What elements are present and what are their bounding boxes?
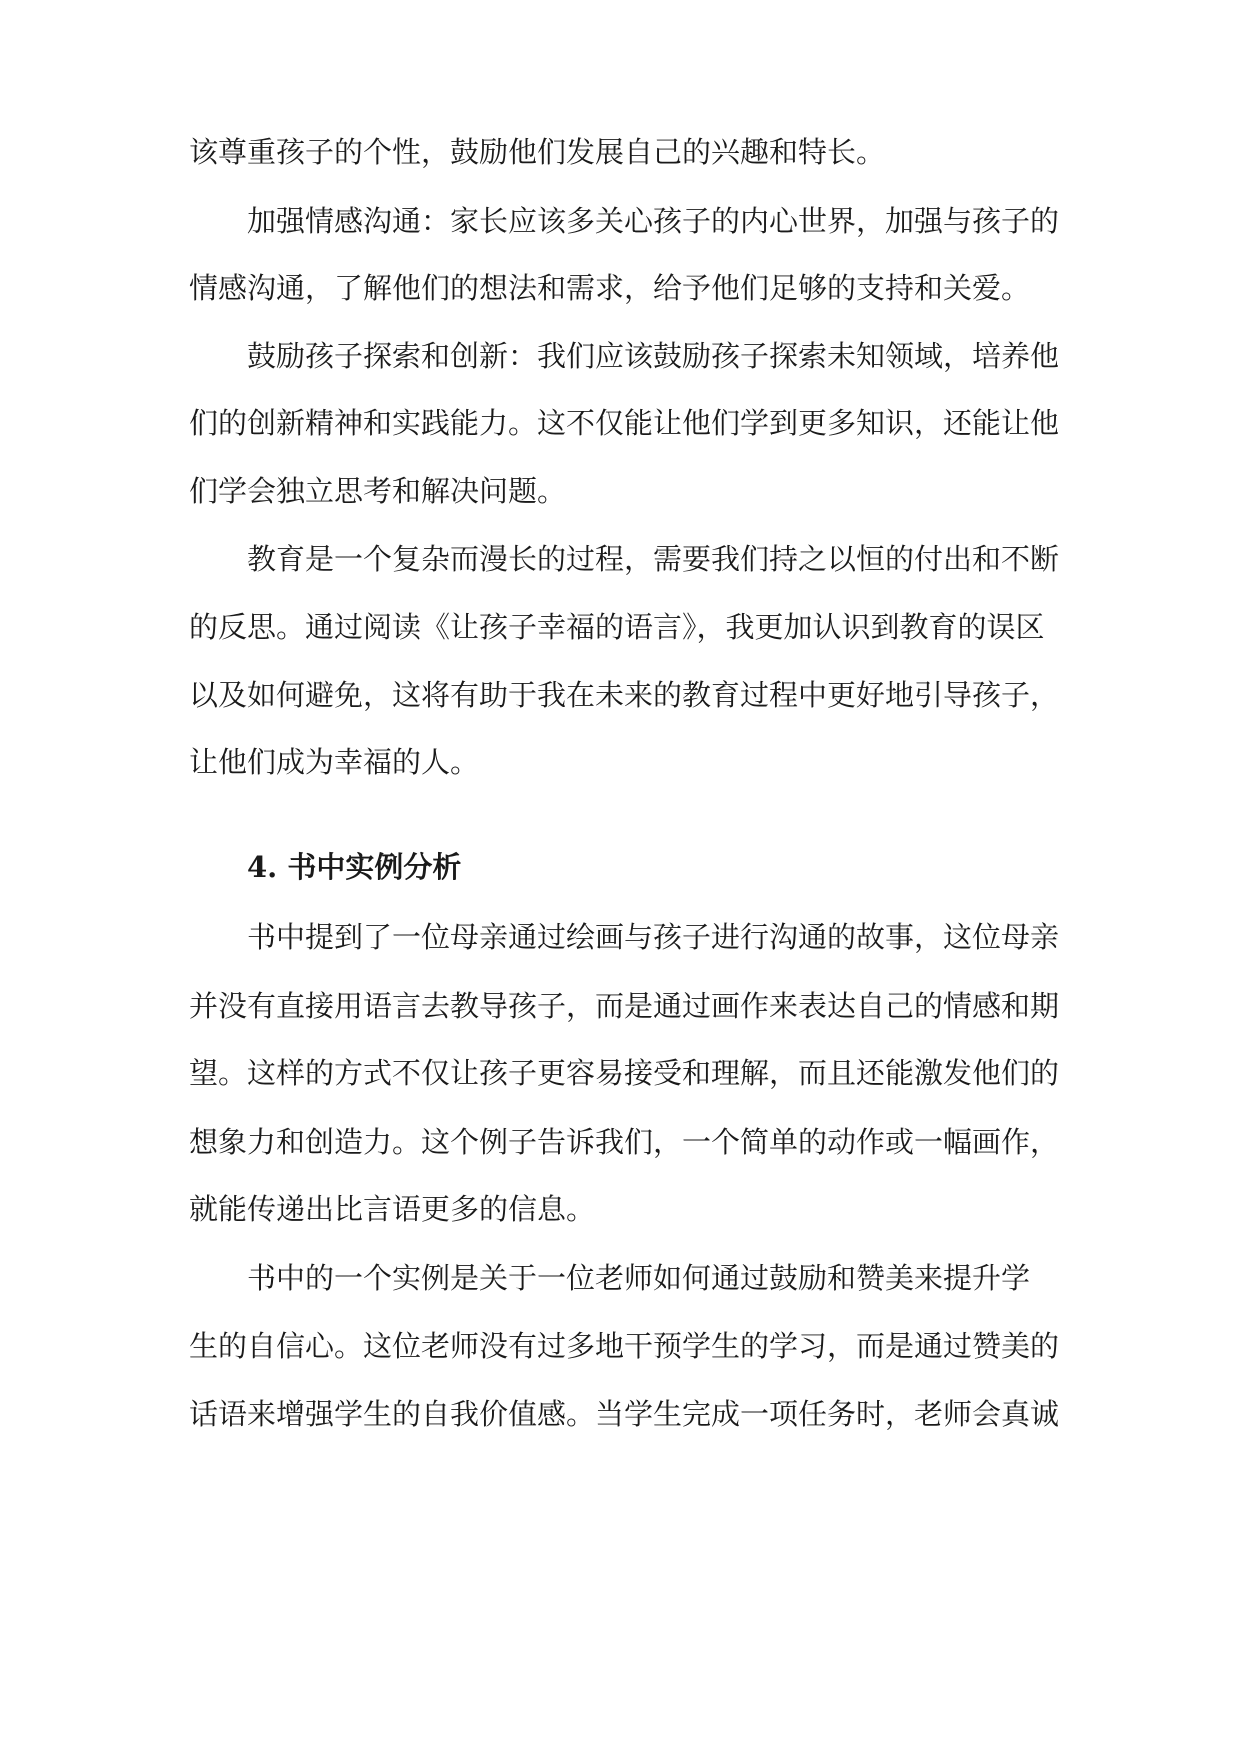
paragraph-line: 加强情感沟通：家长应该多关心孩子的内心世界，加强与孩子的: [247, 204, 1060, 238]
paragraph-line: 该尊重孩子的个性，鼓励他们发展自己的兴趣和特长。: [189, 135, 886, 169]
paragraph-line: 并没有直接用语言去教导孩子，而是通过画作来表达自己的情感和期: [189, 989, 1060, 1023]
paragraph-line: 话语来增强学生的自我价值感。当学生完成一项任务时，老师会真诚: [189, 1397, 1060, 1431]
paragraph-line: 想象力和创造力。这个例子告诉我们，一个简单的动作或一幅画作，: [189, 1125, 1060, 1159]
paragraph-line: 望。这样的方式不仅让孩子更容易接受和理解，而且还能激发他们的: [189, 1056, 1060, 1090]
paragraph-line: 们学会独立思考和解决问题。: [189, 474, 567, 508]
paragraph-line: 们的创新精神和实践能力。这不仅能让他们学到更多知识，还能让他: [189, 406, 1060, 440]
paragraph-line: 情感沟通，了解他们的想法和需求，给予他们足够的支持和关爱。: [189, 271, 1031, 305]
paragraph-line: 教育是一个复杂而漫长的过程，需要我们持之以恒的付出和不断: [247, 542, 1060, 576]
paragraph-line: 的反思。通过阅读《让孩子幸福的语言》，我更加认识到教育的误区: [189, 610, 1045, 644]
paragraph-line: 让他们成为幸福的人。: [189, 745, 480, 779]
paragraph-line: 鼓励孩子探索和创新：我们应该鼓励孩子探索未知领域，培养他: [247, 339, 1060, 373]
paragraph-line: 就能传递出比言语更多的信息。: [189, 1192, 596, 1226]
paragraph-line: 生的自信心。这位老师没有过多地干预学生的学习，而是通过赞美的: [189, 1329, 1060, 1363]
paragraph-line: 以及如何避免，这将有助于我在未来的教育过程中更好地引导孩子，: [189, 678, 1060, 712]
section-heading: 4. 书中实例分析: [247, 850, 462, 884]
paragraph-line: 书中提到了一位母亲通过绘画与孩子进行沟通的故事，这位母亲: [247, 920, 1060, 954]
paragraph-line: 书中的一个实例是关于一位老师如何通过鼓励和赞美来提升学: [247, 1261, 1031, 1295]
